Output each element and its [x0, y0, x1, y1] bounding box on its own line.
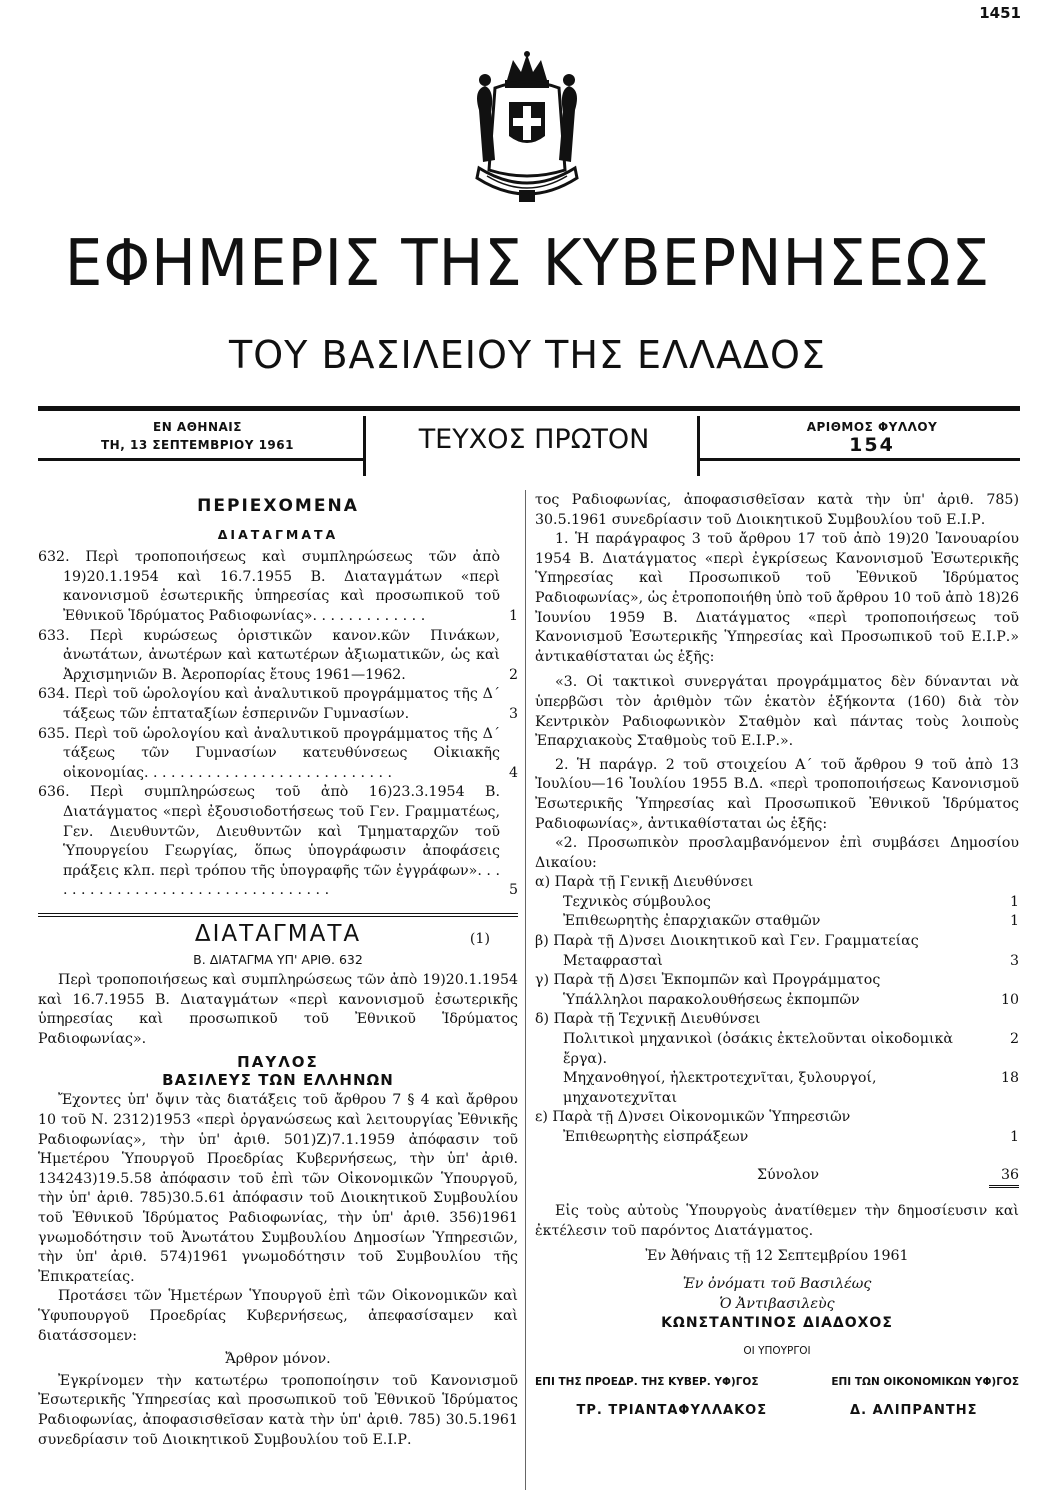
paragraph-2-quote: «2. Προσωπικὸν προσλαμβανόμενον ἐπὶ συμβάσει Δημοσίου Δικαίου:	[535, 835, 1019, 871]
staff-list-row	[535, 991, 1019, 1011]
toc-item-page: 1	[508, 607, 518, 624]
minister-2-name: Δ. ΑΛΙΠΡΑΝΤΗΣ	[850, 1402, 978, 1418]
staff-list-count: 1	[1009, 893, 1019, 910]
header-top-rule	[38, 406, 1020, 411]
toc-item-page: 5	[508, 882, 518, 899]
header-sheet	[702, 418, 1042, 454]
staff-list-count	[989, 932, 1019, 952]
staff-list-label: α) Παρὰ τῇ Γενικῇ Διευθύνσει	[535, 874, 754, 891]
ministers-names	[535, 1401, 1019, 1421]
staff-list-label: Ἐπιθεωρητὴς εἰσπράξεων	[563, 1129, 749, 1145]
toc-item-page: 4	[508, 764, 518, 781]
staff-list-label: Μεταφρασταὶ	[563, 952, 663, 969]
column-divider	[525, 490, 526, 1490]
staff-list-count	[989, 873, 1019, 893]
decree-preamble: Ἔχοντες ὑπ' ὄψιν τὰς διατάξεις τοῦ ἄρθρου 7 § 4 καὶ ἄρθρου 10 τοῦ Ν. 2312)1953 «περὶ ὀργανώσεως καὶ λειτουργίας Ἐθνικῆς Ραδιοφωνίας», τὴν ὑπ' ἀριθ. 501)Ζ)7.1.1959 ἀπόφασιν τοῦ Ἡμετέρου Ὑπουργοῦ Προεδρίας Κυβερνήσεως, τὴν ὑπ' ἀριθ. 134243)19.5.58 ἀπόφασιν τοῦ ἐπὶ τῶν Οἰκονομικῶν Ὑπουργοῦ, τὴν ὑπ' ἀριθ. 785)30.5.61 ἀπόφασιν τοῦ Διοικητικοῦ Συμβουλίου τοῦ Ἐθνικοῦ Ἱδρύματος Ραδιοφωνίας, τὴν ὑπ' ἀριθ. 356)1961 γνωμοδότησιν τοῦ Ἀνωτάτου Συμβουλίου Δημοσίων Ὑπηρεσιῶν, τὴν ὑπ' ἀριθ. 574)1961 γνωμοδότησιν τοῦ Συμβουλίου τῆς Ἐπικρατείας.	[38, 1092, 518, 1285]
staff-list-label: Μηχανοθηγοί, ἠλεκτροτεχνῖται, ξυλουργοί, μηχανοτεχνῖται	[563, 1070, 877, 1106]
masthead-title: ΕΦΗΜΕΡΙΣ ΤΗΣ ΚΥΒΕΡΝΗΣΕΩΣ	[64, 227, 991, 301]
staff-list-label: β) Παρὰ τῇ Δ)νσει Διοικητικοῦ καὶ Γεν. Γραμματείας	[535, 933, 919, 950]
staff-list-row	[535, 893, 1019, 913]
header-place: ΕΝ ΑΘΗΝΑΙΣ	[153, 420, 242, 434]
staff-list-label: δ) Παρὰ τῇ Τεχνικῇ Διευθύνσει	[535, 1011, 761, 1028]
header-bottom-rule-left	[38, 458, 363, 461]
minister-1-title: ΕΠΙ ΤΗΣ ΠΡΟΕΔΡ. ΤΗΣ ΚΥΒΕΡ. ΥΦ)ΓΟΣ	[535, 1376, 759, 1389]
toc-item-text: 634. Περὶ τοῦ ὡρολογίου καὶ ἀναλυτικοῦ προγράμματος τῆς Δ΄ τάξεως τῶν ἑπταταξίων ἑσπερινῶν Γυμνασίων.	[38, 686, 500, 722]
footnote-mark: (1)	[469, 931, 490, 948]
execution-clause: Εἰς τοὺς αὐτοὺς Ὑπουργοὺς ἀνατίθεμεν τὴν δημοσίευσιν καὶ ἐκτέλεσιν τοῦ παρόντος Διατάγματος.	[535, 1203, 1019, 1239]
staff-list-row	[535, 1108, 1019, 1128]
decree-title: Περὶ τροποποιήσεως καὶ συμπληρώσεως τῶν ἀπὸ 19)20.1.1954 καὶ 16.7.1955 Β. Διαταγμάτων «περὶ κανονισμοῦ ἐσωτερικῆς ὑπηρεσίας καὶ προσωπικοῦ τοῦ Ἐθνικοῦ Ἱδρύματος Ραδιοφωνίας».	[38, 972, 518, 1047]
staff-list-row	[535, 932, 1019, 952]
right-column	[535, 491, 1019, 1421]
decree-proposal: Προτάσει τῶν Ἡμετέρων Ὑπουργοῦ ἐπὶ τῶν Οἰκονομικῶν καὶ Ὑφυπουργοῦ Προεδρίας Κυβερνήσεως, ἀπεφασίσαμεν καὶ διατάσσομεν:	[38, 1288, 518, 1344]
staff-list-count	[989, 1010, 1019, 1030]
header-left-divider	[363, 416, 366, 476]
staff-list-row	[535, 1128, 1019, 1148]
staff-list-label: Τεχνικὸς σύμβουλος	[563, 893, 711, 910]
staff-total-row	[535, 1166, 1019, 1189]
staff-list-count: 3	[1009, 952, 1019, 969]
signature-name: ΚΩΝΣΤΑΝΤΙΝΟΣ ΔΙΑΔΟΧΟΣ	[661, 1315, 893, 1332]
masthead-subtitle: ΤΟΥ ΒΑΣΙΛΕΙΟΥ ΤΗΣ ΕΛΛΑΔΟΣ	[229, 333, 826, 377]
coat-of-arms-icon	[465, 50, 590, 210]
toc-item	[38, 548, 518, 626]
staff-list-count: 1	[1009, 913, 1019, 930]
toc-item-text: 632. Περὶ τροποποιήσεως καὶ συμπληρώσεως τῶν ἀπὸ 19)20.1.1954 καὶ 16.7.1955 Β. Διαταγμάτων «περὶ κανονισμοῦ ἐσωτερικῆς ὑπηρεσίας καὶ προσωπικοῦ τοῦ Ἐθνικοῦ Ἱδρύματος Ραδιοφωνίας». . . . . . . . . . . . .	[38, 549, 500, 624]
header-sheet-label: ΑΡΙΘΜΟΣ ΦΥΛΛΟΥ	[806, 420, 938, 434]
section-divider	[38, 913, 518, 917]
decree-number: Β. ΔΙΑΤΑΓΜΑ ΥΠ' ΑΡΙΘ. 632	[193, 952, 363, 968]
toc-item-text: 636. Περὶ συμπληρώσεως τοῦ ἀπὸ 16)23.3.1954 Β. Διατάγματος «περὶ ἐξουσιοδοτήσεως τοῦ Γεν. Γραμματέως, Γεν. Διευθυντῶν, Διευθυντῶν καὶ Τμηματαρχῶν τοῦ Ὑπουργείου Γεωργίας, ὅπως ὑπογράφωσιν ἀποφάσεις πράξεις κλπ. περὶ τρόπου τῆς ὑπογραφῆς τῶν ἐγγράφων». . . . . . . . . . . . . . . . . . . . . . . . . . . . . . . . .	[38, 784, 500, 899]
king-name: ΠΑΥΛΟΣ	[237, 1053, 319, 1072]
staff-list-label: ε) Παρὰ τῇ Δ)νσει Οἰκονομικῶν Ὑπηρεσιῶν	[535, 1109, 851, 1126]
staff-list-count	[989, 1108, 1019, 1128]
decree-approval: Ἐγκρίνομεν τὴν κατωτέρω τροποποίησιν τοῦ Κανονισμοῦ Ἐσωτερικῆς Ὑπηρεσίας καὶ προσωπικοῦ τοῦ Ἐθνικοῦ Ἱδρύματος Ραδιοφωνίας, ἀποφασισθεῖσαν κατὰ τὴν ὑπ' ἀριθ. 785) 30.5.1961 συνεδρίασιν τοῦ Διοικητικοῦ Συμβουλίου τοῦ Ε.Ι.Ρ.	[38, 1372, 518, 1448]
header-place-date	[40, 418, 355, 454]
toc-item	[38, 783, 518, 901]
decrees-heading: ΔΙΑΤΑΓΜΑΤΑ	[194, 920, 362, 947]
king-title: ΒΑΣΙΛΕΥΣ ΤΩΝ ΕΛΛΗΝΩΝ	[162, 1071, 394, 1090]
staff-list-row	[535, 1069, 1019, 1108]
minister-2-title: ΕΠΙ ΤΩΝ ΟΙΚΟΝΟΜΙΚΩΝ ΥΦ)ΓΟΣ	[831, 1376, 1019, 1389]
signature-line-1: Ἐν ὀνόματι τοῦ Βασιλέως	[682, 1275, 872, 1292]
staff-list-row	[535, 873, 1019, 893]
contents-subheading: ΔΙΑΤΑΓΜΑΤΑ	[217, 526, 339, 542]
staff-list-row	[535, 1010, 1019, 1030]
toc-item	[38, 627, 518, 686]
staff-list-count	[989, 971, 1019, 991]
signature-line-2: Ὁ Ἀντιβασιλεὺς	[719, 1295, 835, 1312]
approval-continuation: τος Ραδιοφωνίας, ἀποφασισθεῖσαν κατὰ τὴν ὑπ' ἀριθ. 785) 30.5.1961 συνεδρίασιν τοῦ Διοικητικοῦ Συμβουλίου τοῦ Ε.Ι.Ρ.	[535, 492, 1019, 528]
contents-heading: ΠΕΡΙΕΧΟΜΕΝΑ	[197, 496, 359, 516]
toc-item-text: 633. Περὶ κυρώσεως ὁριστικῶν κανον.κῶν Πινάκων, ἀνωτάτων, ἀνωτέρων καὶ κατωτέρων ἀξιωματικῶν, ὡς καὶ Ἀρχισμηνιῶν Β. Ἀεροπορίας ἔτους 1961—1962.	[38, 627, 500, 683]
ministers-label: ΟΙ ΥΠΟΥΡΓΟΙ	[743, 1344, 811, 1357]
toc-item-page: 3	[508, 705, 518, 722]
toc-item	[38, 725, 518, 784]
staff-list-count: 18	[1000, 1070, 1019, 1087]
toc-item	[38, 685, 518, 724]
ministers-titles	[535, 1373, 1019, 1393]
page-number: 1451	[979, 4, 1021, 22]
header-bottom-rule-right	[700, 458, 1020, 461]
staff-list-label: Ὑπάλληλοι παρακολουθήσεως ἐκπομπῶν	[563, 991, 860, 1008]
toc-item-text: 635. Περὶ τοῦ ὡρολογίου καὶ ἀναλυτικοῦ προγράμματος τῆς Δ΄ τάξεως τῶν Γυμνασίων κατευθύνσεως Οἰκιακῆς οἰκονομίας. . . . . . . . . . . . . . . . . . . . . . . . . . . .	[38, 725, 500, 781]
staff-list-label: Πολιτικοὶ μηχανικοὶ (ὁσάκις ἐκτελοῦνται οἰκοδομικὰ ἔργα).	[563, 1031, 953, 1067]
paragraph-1: 1. Ἡ παράγραφος 3 τοῦ ἄρθρου 17 τοῦ ἀπὸ 19)20 Ἰανουαρίου 1954 Β. Διατάγματος «περὶ ἐγκρίσεως Κανονισμοῦ Ἐσωτερικῆς Ὑπηρεσίας καὶ Προσωπικοῦ τοῦ Ἐθνικοῦ Ἱδρύματος Ραδιοφωνίας», ὡς ἐτροποποιήθη ὑπὸ τοῦ ἄρθρου 10 τοῦ ἀπὸ 18)26 Ἰουνίου 1959 Β. Διατάγματος «περὶ τροποποιήσεως τοῦ Κανονισμοῦ Ἐσωτερικῆς Ὑπηρεσίας καὶ Προσωπικοῦ τοῦ Ε.Ι.Ρ.» ἀντικαθίσταται ὡς ἑξῆς:	[535, 531, 1019, 665]
staff-list-label: Ἐπιθεωρητὴς ἐπαρχιακῶν σταθμῶν	[563, 913, 821, 930]
paragraph-2: 2. Ἡ παράγρ. 2 τοῦ στοιχείου Α΄ τοῦ ἄρθρου 9 τοῦ ἀπὸ 13 Ἰουλίου—16 Ἰουλίου 1955 Β.Δ. «περὶ τροποποιήσεως Κανονισμοῦ Ἐσωτερικῆς Ὑπηρεσίας καὶ Προσωπικοῦ Ἐθνικοῦ Ἱδρύματος Ραδιοφωνίας», ἀντικαθίσταται ὡς ἑξῆς:	[535, 756, 1019, 832]
staff-total-value: 36	[989, 1166, 1019, 1189]
header-date: ΤΗ, 13 ΣΕΠΤΕΜΒΡΙΟΥ 1961	[101, 438, 294, 452]
staff-total-label: Σύνολον	[757, 1166, 819, 1183]
staff-list-count: 10	[1000, 991, 1019, 1008]
staff-list-count: 1	[1009, 1129, 1019, 1145]
staff-list	[535, 873, 1019, 1147]
staff-list-row	[535, 912, 1019, 932]
date-place: Ἐν Ἀθήναις τῇ 12 Σεπτεμβρίου 1961	[645, 1248, 909, 1265]
left-column	[38, 491, 518, 1448]
staff-list-row	[535, 952, 1019, 972]
staff-list-label: γ) Παρὰ τῇ Δ)σει Ἐκπομπῶν καὶ Προγράμματος	[535, 972, 881, 989]
staff-list-row	[535, 971, 1019, 991]
toc-item-page: 2	[508, 666, 518, 683]
header-sheet-number: 154	[849, 434, 895, 456]
paragraph-1-quote: «3. Οἱ τακτικοὶ συνεργάται προγράμματος δὲν δύνανται νὰ ὑπερβῶσι τὸν ἀριθμὸν τῶν ἑκατὸν ἑξήκοντα (160) διὰ τὸν Κεντρικὸν Ραδιοφωνικὸν Σταθμὸν καὶ πάντας τοὺς λοιποὺς Ἐπαρχιακοὺς Σταθμοὺς τοῦ Ε.Ι.Ρ.».	[535, 674, 1019, 750]
header-issue: ΤΕΥΧΟΣ ΠΡΩΤΟΝ	[418, 424, 650, 455]
article-heading: Ἄρθρον μόνον.	[225, 1351, 331, 1368]
staff-list-row	[535, 1030, 1019, 1069]
staff-list-count: 2	[1009, 1031, 1019, 1048]
minister-1-name: ΤΡ. ΤΡΙΑΝΤΑΦΥΛΛΑΚΟΣ	[576, 1402, 768, 1418]
header-right-divider	[697, 416, 700, 476]
